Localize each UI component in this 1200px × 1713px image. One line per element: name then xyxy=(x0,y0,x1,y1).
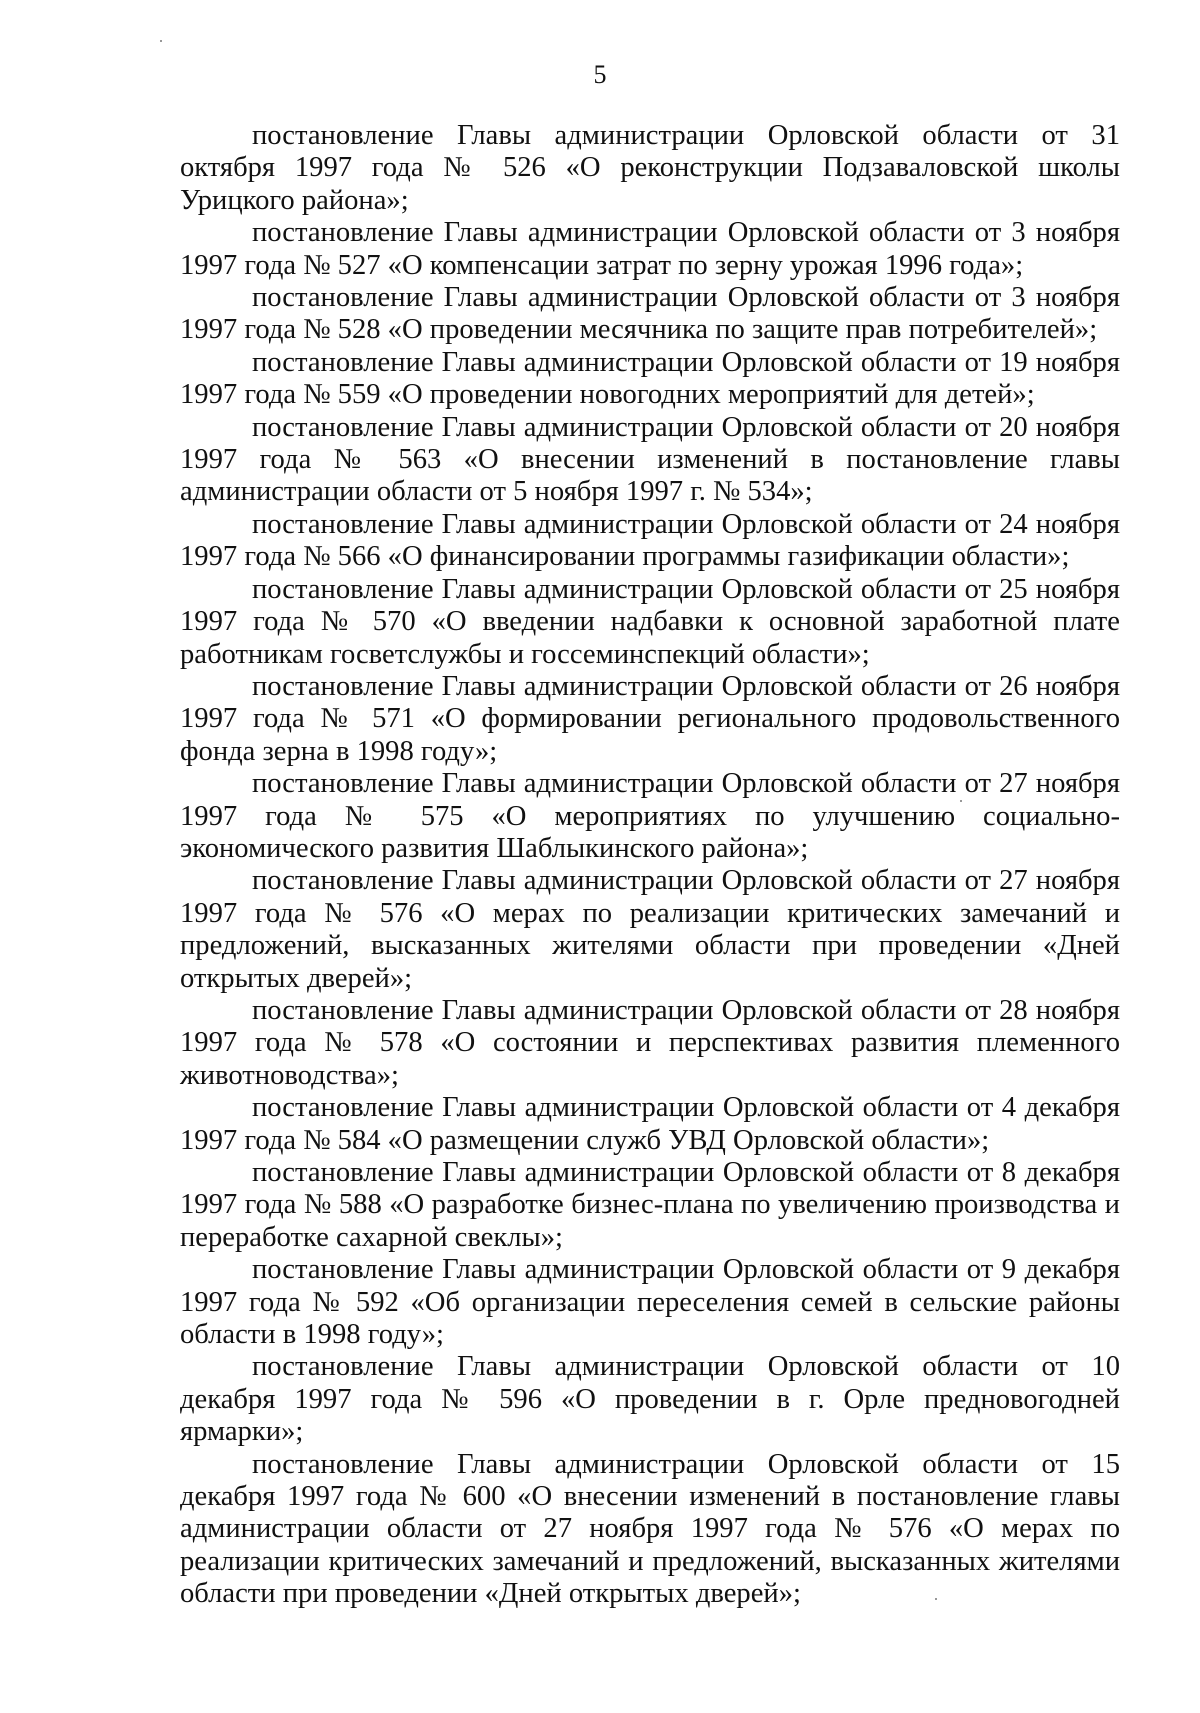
list-item: постановление Главы администрации Орловской области от 27 ноября 1997 года № 575 «О мероприятиях по улучшению социально-экономического развития Шаблыкинского района»; xyxy=(180,768,1120,864)
scan-speck xyxy=(160,40,162,42)
list-item: постановление Главы администрации Орловской области от 20 ноября 1997 года № 563 «О внесении изменений в постановление главы администрации области от 5 ноября 1997 г. № 534»; xyxy=(180,411,1120,508)
page-number: 5 xyxy=(593,60,607,89)
list-item: постановление Главы администрации Орловской области от 10 декабря 1997 года № 596 «О проведении в г. Орле предновогодней ярмарки»; xyxy=(180,1351,1120,1448)
list-item: постановление Главы администрации Орловской области от 28 ноября 1997 года № 578 «О состоянии и перспективах развития племенного животноводства»; xyxy=(180,994,1120,1091)
list-item: постановление Главы администрации Орловской области от 15 декабря 1997 года № 600 «О внесении изменений в постановление главы администрации области от 27 ноября 1997 года № 576 «О мерах по реализации критических замечаний и предложений, высказанных жителями области при проведении «Дней открытых дверей»; xyxy=(180,1448,1120,1610)
list-item: постановление Главы администрации Орловской области от 3 ноября 1997 года № 528 «О проведении месячника по защите прав потребителей»; xyxy=(180,282,1120,346)
list-item: постановление Главы администрации Орловской области от 9 декабря 1997 года № 592 «Об организации переселения семей в сельские районы области в 1998 году»; xyxy=(180,1254,1120,1351)
list-item: постановление Главы администрации Орловской области от 19 ноября 1997 года № 559 «О проведении новогодних мероприятий для детей»; xyxy=(180,346,1120,411)
list-item: постановление Главы администрации Орловской области от 24 ноября 1997 года № 566 «О финансировании программы газификации области»; xyxy=(180,508,1120,573)
list-item: постановление Главы администрации Орловской области от 25 ноября 1997 года № 570 «О введении надбавки к основной заработной плате работникам госветслужбы и госсеминспекций области»; xyxy=(180,573,1120,670)
document-body xyxy=(180,120,1120,1611)
list-item: постановление Главы администрации Орловской области от 26 ноября 1997 года № 571 «О формировании регионального продовольственного фонда зерна в 1998 году»; xyxy=(180,670,1120,767)
list-item: постановление Главы администрации Орловской области от 31 октября 1997 года № 526 «О реконструкции Подзаваловской школы Урицкого района»; xyxy=(180,120,1120,216)
list-item: постановление Главы администрации Орловской области от 27 ноября 1997 года № 576 «О мерах по реализации критических замечаний и предложений, высказанных жителями области при проведении «Дней открытых дверей»; xyxy=(180,865,1120,994)
list-item: постановление Главы администрации Орловской области от 3 ноября 1997 года № 527 «О компенсации затрат по зерну урожая 1996 года»; xyxy=(180,217,1120,281)
list-item: постановление Главы администрации Орловской области от 4 декабря 1997 года № 584 «О размещении служб УВД Орловской области»; xyxy=(180,1092,1120,1156)
list-item: постановление Главы администрации Орловской области от 8 декабря 1997 года № 588 «О разработке бизнес-плана по увеличению производства и переработке сахарной свеклы»; xyxy=(180,1157,1120,1253)
